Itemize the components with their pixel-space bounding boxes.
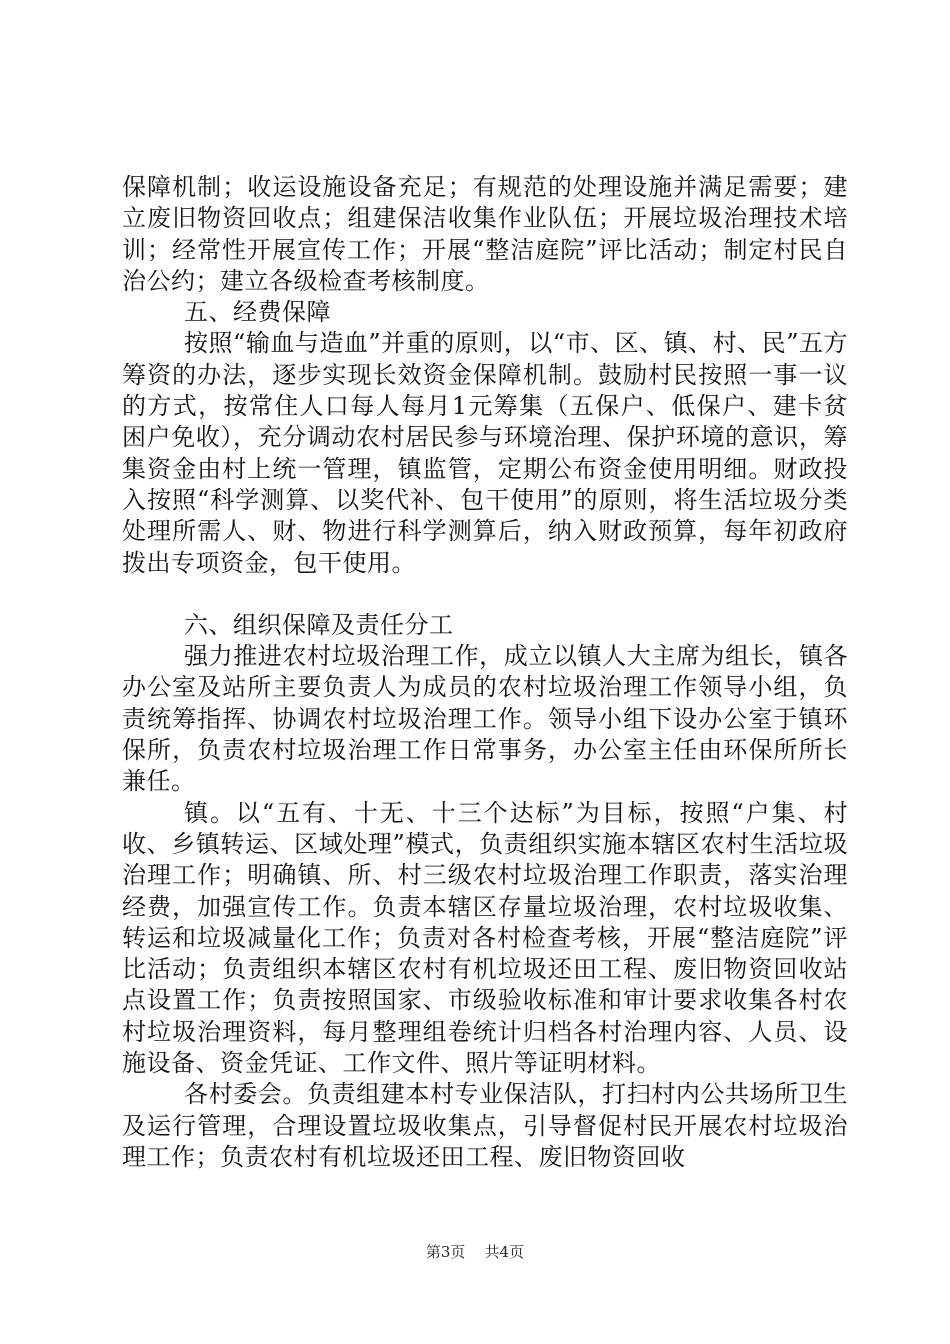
paragraph-continuation: 保障机制；收运设施设备充足；有规范的处理设施并满足需要；建立废旧物资回收点；组建保洁收集作业队伍；开展垃圾治理技术培训；经常性开展宣传工作；开展“整洁庭院”评比活动；制定村民自治公约；建立各级检查考核制度。 <box>122 173 848 295</box>
paragraph-village-duties: 各村委会。负责组建本村专业保洁队，打扫村内公共场所卫生及运行管理，合理设置垃圾收集点，引导督促村民开展农村垃圾治理工作；负责农村有机垃圾还田工程、废旧物资回收 <box>122 1080 848 1171</box>
section-heading-organization: 六、组织保障及责任分工 <box>184 610 454 639</box>
document-body <box>122 172 848 1173</box>
paragraph-town-duties: 镇。以“五有、十无、十三个达标”为目标，按照“户集、村收、乡镇转运、区域处理”模式，负责组织实施本辖区农村生活垃圾治理工作；明确镇、所、村三级农村垃圾治理工作职责，落实治理经费，加强宣传工作。负责本辖区存量垃圾治理，农村垃圾收集、转运和垃圾减量化工作；负责对各村检查考核，开展“整洁庭院”评比活动；负责组织本辖区农村有机垃圾还田工程、废旧物资回收站点设置工作；负责按照国家、市级验收标准和审计要求收集各村农村垃圾治理资料，每月整理组卷统计归档各村治理内容、人员、设施设备、资金凭证、工作文件、照片等证明材料。 <box>122 798 848 1078</box>
paragraph-leadership-group: 强力推进农村垃圾治理工作，成立以镇人大主席为组长，镇各办公室及站所主要负责人为成员的农村垃圾治理工作领导小组，负责统筹指挥、协调农村垃圾治理工作。领导小组下设办公室于镇环保所，负责农村垃圾治理工作日常事务，办公室主任由环保所所长兼任。 <box>122 642 848 796</box>
paragraph-funding: 按照“输血与造血”并重的原则，以“市、区、镇、村、民”五方筹资的办法，逐步实现长效资金保障机制。鼓励村民按照一事一议的方式，按常住人口每人每月1元筹集（五保户、低保户、建卡贫困户免收），充分调动农村居民参与环境治理、保护环境的意识，筹集资金由村上统一管理，镇监管，定期公布资金使用明细。财政投入按照“科学测算、以奖代补、包干使用”的原则，将生活垃圾分类处理所需人、财、物进行科学测算后，纳入财政预算，每年初政府拨出专项资金，包干使用。 <box>122 329 848 577</box>
section-heading-funding: 五、经费保障 <box>184 298 331 327</box>
page-footer <box>0 1242 950 1262</box>
page-number: 第3页 <box>425 1243 466 1261</box>
page-total: 共4页 <box>484 1243 525 1261</box>
